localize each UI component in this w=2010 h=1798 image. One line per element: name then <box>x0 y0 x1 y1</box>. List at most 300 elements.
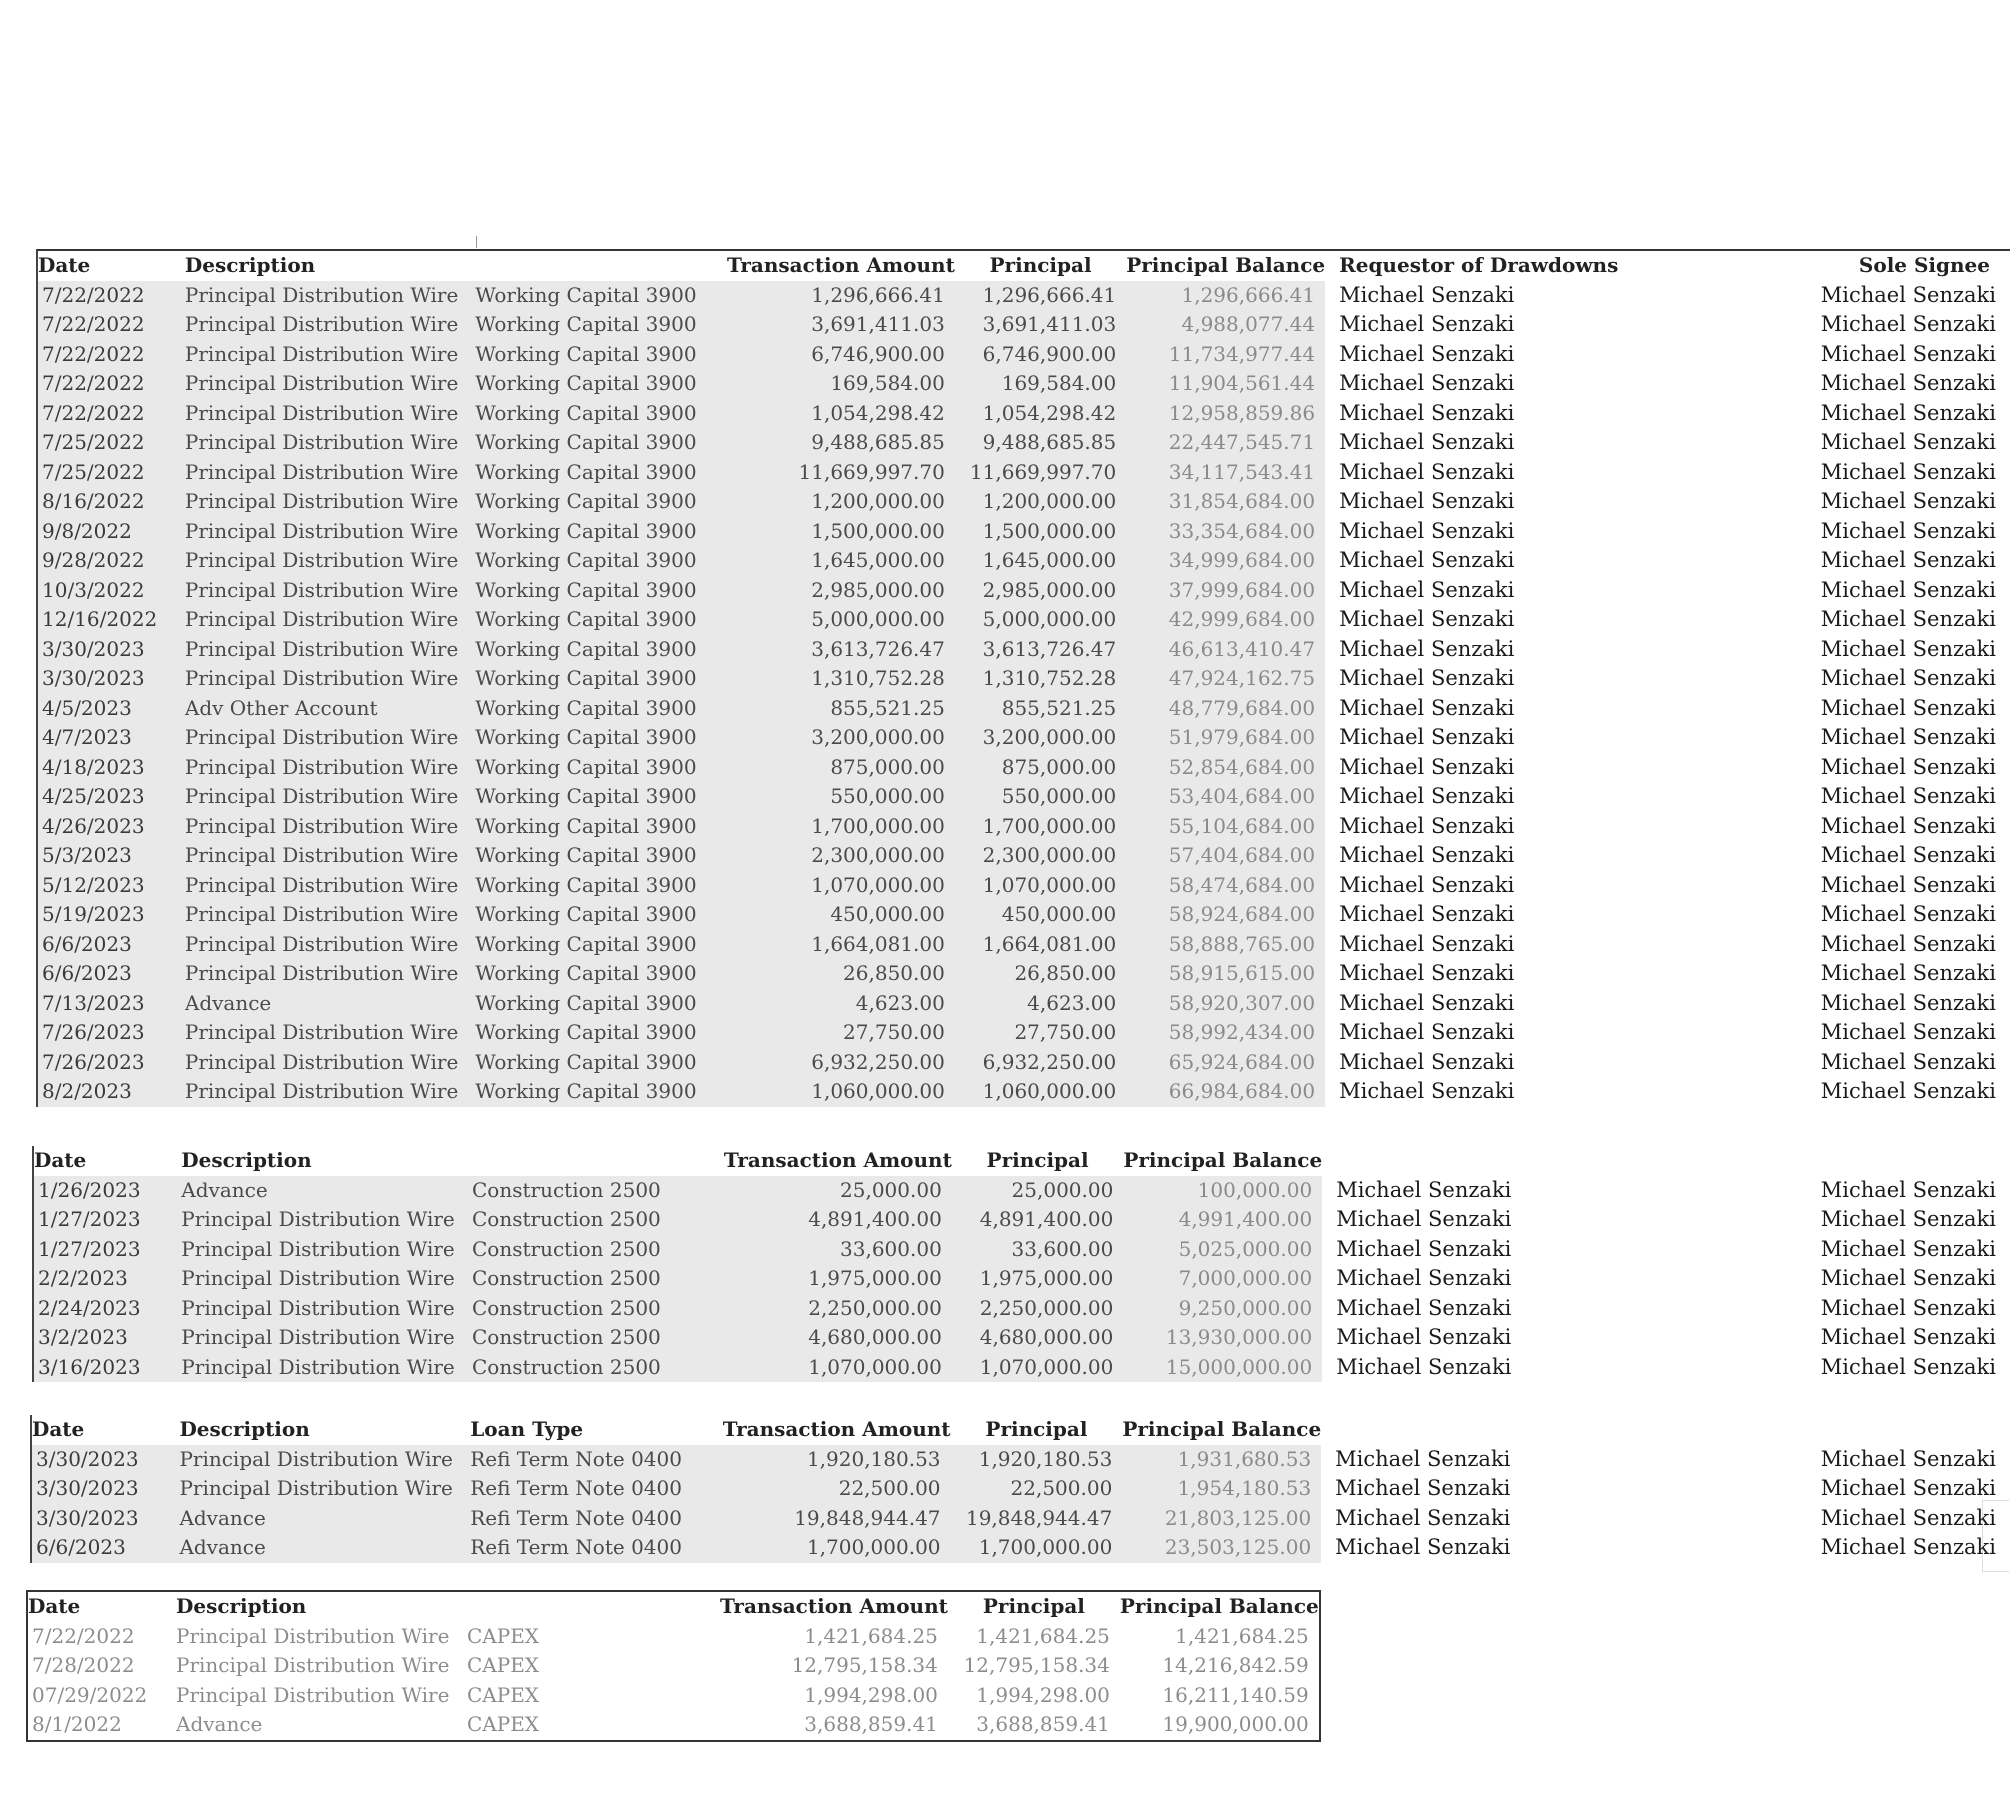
principal-balance-cell: 66,984,684.00 <box>1126 1077 1325 1107</box>
signee-cell: Michael Senzaki <box>1820 843 1996 867</box>
description-header: Description <box>176 1594 307 1618</box>
principal-balance-cell: 48,779,684.00 <box>1126 694 1325 724</box>
transaction-amount-cell: 855,521.25 <box>727 694 955 724</box>
date-cell: 4/7/2023 <box>38 723 185 753</box>
principal-balance-cell: 12,958,859.86 <box>1126 399 1325 429</box>
principal-cell: 1,645,000.00 <box>955 546 1126 576</box>
date-cell: 07/29/2022 <box>28 1681 176 1711</box>
principal-cell: 2,300,000.00 <box>955 841 1126 871</box>
description-cell: Principal Distribution Wire <box>185 517 475 547</box>
loan-type-cell: Working Capital 3900 <box>475 871 727 901</box>
principal-cell: 1,060,000.00 <box>955 1077 1126 1107</box>
requestor-cell: Michael Senzaki <box>1339 725 1515 749</box>
date-cell: 7/22/2022 <box>38 340 185 370</box>
description-cell: Principal Distribution Wire <box>185 959 475 989</box>
date-cell: 12/16/2022 <box>38 605 185 635</box>
date-cell: 7/26/2023 <box>38 1048 185 1078</box>
transaction-amount-cell: 3,688,859.41 <box>720 1710 948 1740</box>
principal-balance-cell: 33,354,684.00 <box>1126 517 1325 547</box>
loan-type-cell: Working Capital 3900 <box>475 546 727 576</box>
signee-cell: Michael Senzaki <box>1820 577 1996 602</box>
principal-balance-cell: 57,404,684.00 <box>1126 841 1325 871</box>
principal-balance-cell: 23,503,125.00 <box>1122 1533 1321 1563</box>
principal-balance-cell: 13,930,000.00 <box>1123 1323 1322 1353</box>
description-cell: Principal Distribution Wire <box>179 1445 470 1475</box>
table-row <box>34 1353 2010 1383</box>
requestor-cell: Michael Senzaki <box>1336 1295 1512 1320</box>
table-row <box>38 753 2010 783</box>
capex-rows <box>28 1622 1319 1740</box>
loan-type-cell: Working Capital 3900 <box>475 399 727 429</box>
principal-balance-header: Principal Balance <box>1122 1417 1322 1441</box>
signee-cell: Michael Senzaki <box>1820 754 1996 779</box>
principal-cell: 875,000.00 <box>955 753 1126 783</box>
requestor-cell: Michael Senzaki <box>1339 400 1515 425</box>
description-cell: Principal Distribution Wire <box>185 576 475 606</box>
table-row <box>38 281 2010 311</box>
table-row <box>38 664 2010 694</box>
description-cell: Advance <box>185 989 475 1019</box>
table-row <box>34 1235 2010 1265</box>
date-cell: 3/30/2023 <box>38 664 185 694</box>
table-row <box>38 930 2010 960</box>
date-cell: 7/22/2022 <box>38 310 185 340</box>
signee-cell: Michael Senzaki <box>1820 636 1996 661</box>
table-header-row <box>28 1592 1319 1622</box>
description-cell: Adv Other Account <box>185 694 475 724</box>
table-row <box>38 782 2010 812</box>
signee-cell: Michael Senzaki <box>1820 961 1996 985</box>
description-cell: Principal Distribution Wire <box>185 546 475 576</box>
transaction-amount-cell: 2,300,000.00 <box>727 841 955 871</box>
requestor-cell: Michael Senzaki <box>1339 695 1515 720</box>
loan-type-cell: Working Capital 3900 <box>475 959 727 989</box>
principal-balance-cell: 16,211,140.59 <box>1120 1681 1319 1711</box>
loan-type-cell: Working Capital 3900 <box>475 1048 727 1078</box>
loan-type-cell: Refi Term Note 0400 <box>470 1445 722 1475</box>
table-row <box>38 369 2010 399</box>
requestor-cell: Michael Senzaki <box>1339 1049 1515 1074</box>
principal-balance-cell: 7,000,000.00 <box>1123 1264 1322 1294</box>
principal-balance-cell: 58,924,684.00 <box>1126 900 1325 930</box>
principal-balance-cell: 22,447,545.71 <box>1126 428 1325 458</box>
table-row <box>38 900 2010 930</box>
requestor-cell: Michael Senzaki <box>1339 1020 1515 1044</box>
description-cell: Principal Distribution Wire <box>181 1323 472 1353</box>
date-cell: 4/26/2023 <box>38 812 185 842</box>
principal-cell: 1,700,000.00 <box>951 1533 1123 1563</box>
table-header-row <box>38 251 2010 281</box>
date-cell: 1/27/2023 <box>34 1235 181 1265</box>
loan-type-cell: Construction 2500 <box>472 1323 724 1353</box>
principal-cell: 33,600.00 <box>952 1235 1124 1265</box>
principal-header: Principal <box>982 1594 1085 1618</box>
capex-table <box>28 1592 1319 1740</box>
description-cell: Principal Distribution Wire <box>185 812 475 842</box>
transaction-amount-header: Transaction Amount <box>722 1417 951 1441</box>
construction-table <box>34 1146 2010 1382</box>
transaction-amount-header: Transaction Amount <box>726 253 955 277</box>
loan-type-cell: Working Capital 3900 <box>475 576 727 606</box>
principal-cell: 12,795,158.34 <box>948 1651 1120 1681</box>
date-cell: 9/28/2022 <box>38 546 185 576</box>
requestor-cell: Michael Senzaki <box>1339 784 1515 808</box>
date-cell: 3/2/2023 <box>34 1323 181 1353</box>
refi-term-note-rows <box>32 1445 2010 1563</box>
transaction-amount-cell: 12,795,158.34 <box>720 1651 948 1681</box>
table-row <box>38 871 2010 901</box>
transaction-amount-header: Transaction Amount <box>720 1594 948 1618</box>
principal-cell: 4,680,000.00 <box>952 1323 1124 1353</box>
requestor-cell: Michael Senzaki <box>1336 1207 1512 1231</box>
principal-balance-cell: 11,904,561.44 <box>1126 369 1325 399</box>
description-cell: Principal Distribution Wire <box>181 1235 472 1265</box>
date-cell: 1/26/2023 <box>34 1176 181 1206</box>
description-cell: Principal Distribution Wire <box>185 930 475 960</box>
date-cell: 7/28/2022 <box>28 1651 176 1681</box>
working-capital-rows <box>38 281 2010 1107</box>
requestor-cell: Michael Senzaki <box>1339 961 1515 985</box>
principal-cell: 1,664,081.00 <box>955 930 1126 960</box>
signee-cell: Michael Senzaki <box>1820 872 1996 897</box>
principal-balance-cell: 9,250,000.00 <box>1123 1294 1322 1324</box>
principal-cell: 169,584.00 <box>955 369 1126 399</box>
loan-type-cell: Working Capital 3900 <box>475 458 727 488</box>
transaction-amount-cell: 1,070,000.00 <box>724 1353 952 1383</box>
principal-balance-cell: 100,000.00 <box>1123 1176 1322 1206</box>
date-cell: 10/3/2022 <box>38 576 185 606</box>
transaction-amount-cell: 1,994,298.00 <box>720 1681 948 1711</box>
description-cell: Advance <box>179 1533 470 1563</box>
transaction-amount-cell: 1,310,752.28 <box>727 664 955 694</box>
requestor-cell: Michael Senzaki <box>1336 1266 1512 1290</box>
description-cell: Principal Distribution Wire <box>185 1048 475 1078</box>
principal-balance-header: Principal Balance <box>1119 1594 1319 1618</box>
requestor-cell: Michael Senzaki <box>1339 371 1515 395</box>
signee-cell: Michael Senzaki <box>1820 1295 1996 1320</box>
principal-cell: 2,250,000.00 <box>952 1294 1124 1324</box>
principal-cell: 1,310,752.28 <box>955 664 1126 694</box>
loan-type-cell: Construction 2500 <box>472 1294 724 1324</box>
description-cell: Principal Distribution Wire <box>185 428 475 458</box>
loan-type-cell: Working Capital 3900 <box>475 605 727 635</box>
description-cell: Principal Distribution Wire <box>185 841 475 871</box>
principal-balance-cell: 34,999,684.00 <box>1126 546 1325 576</box>
principal-balance-cell: 21,803,125.00 <box>1122 1504 1321 1534</box>
description-cell: Principal Distribution Wire <box>176 1622 467 1652</box>
principal-balance-cell: 46,613,410.47 <box>1126 635 1325 665</box>
principal-balance-cell: 34,117,543.41 <box>1126 458 1325 488</box>
signee-header: Sole Signee <box>1858 253 1990 277</box>
description-cell: Principal Distribution Wire <box>185 310 475 340</box>
signee-cell: Michael Senzaki <box>1820 1207 1996 1231</box>
date-header: Date <box>34 1148 87 1172</box>
loan-type-cell: CAPEX <box>467 1681 720 1711</box>
date-cell: 7/25/2022 <box>38 428 185 458</box>
description-cell: Principal Distribution Wire <box>179 1474 470 1504</box>
signee-cell: Michael Senzaki <box>1820 371 1996 395</box>
signee-cell: Michael Senzaki <box>1820 902 1996 926</box>
loan-type-cell: CAPEX <box>467 1622 720 1652</box>
principal-cell: 450,000.00 <box>955 900 1126 930</box>
principal-balance-header: Principal Balance <box>1123 1148 1323 1172</box>
description-cell: Principal Distribution Wire <box>176 1681 467 1711</box>
loan-type-cell: Working Capital 3900 <box>475 930 727 960</box>
signee-cell: Michael Senzaki <box>1820 400 1996 425</box>
principal-cell: 9,488,685.85 <box>955 428 1126 458</box>
working-capital-table <box>38 251 2010 1107</box>
signee-cell: Michael Senzaki <box>1820 1354 1996 1379</box>
scan-tick-mark <box>476 236 477 248</box>
construction-section <box>32 1146 2010 1382</box>
date-cell: 9/8/2022 <box>38 517 185 547</box>
table-row <box>38 310 2010 340</box>
principal-balance-cell: 58,888,765.00 <box>1126 930 1325 960</box>
description-cell: Principal Distribution Wire <box>185 399 475 429</box>
requestor-cell: Michael Senzaki <box>1336 1236 1512 1261</box>
date-cell: 8/1/2022 <box>28 1710 176 1740</box>
signee-cell: Michael Senzaki <box>1820 1020 1996 1044</box>
requestor-cell: Michael Senzaki <box>1339 813 1515 838</box>
requestor-cell: Michael Senzaki <box>1335 1476 1511 1500</box>
requestor-cell: Michael Senzaki <box>1339 990 1515 1015</box>
table-row <box>38 605 2010 635</box>
loan-type-cell: Working Capital 3900 <box>475 310 727 340</box>
signee-cell: Michael Senzaki <box>1820 1177 1996 1202</box>
loan-type-cell: Working Capital 3900 <box>475 989 727 1019</box>
table-row <box>38 399 2010 429</box>
date-cell: 5/12/2023 <box>38 871 185 901</box>
loan-type-cell: Construction 2500 <box>472 1264 724 1294</box>
description-cell: Advance <box>179 1504 470 1534</box>
transaction-amount-cell: 9,488,685.85 <box>727 428 955 458</box>
loan-type-cell: Working Capital 3900 <box>475 517 727 547</box>
transaction-amount-cell: 26,850.00 <box>727 959 955 989</box>
principal-balance-cell: 1,296,666.41 <box>1126 281 1325 311</box>
principal-cell: 4,891,400.00 <box>952 1205 1124 1235</box>
signee-cell: Michael Senzaki <box>1820 666 1996 690</box>
transaction-amount-cell: 450,000.00 <box>727 900 955 930</box>
refi-term-note-table <box>32 1415 2010 1563</box>
table-row <box>38 546 2010 576</box>
loan-type-cell: Working Capital 3900 <box>475 664 727 694</box>
transaction-amount-cell: 1,421,684.25 <box>720 1622 948 1652</box>
principal-balance-cell: 47,924,162.75 <box>1126 664 1325 694</box>
requestor-cell: Michael Senzaki <box>1335 1446 1511 1471</box>
loan-type-cell: Working Capital 3900 <box>475 753 727 783</box>
requestor-cell: Michael Senzaki <box>1339 607 1515 631</box>
principal-balance-cell: 58,992,434.00 <box>1126 1018 1325 1048</box>
date-cell: 3/30/2023 <box>32 1504 179 1534</box>
date-cell: 7/13/2023 <box>38 989 185 1019</box>
principal-balance-cell: 5,025,000.00 <box>1123 1235 1322 1265</box>
description-cell: Principal Distribution Wire <box>185 340 475 370</box>
signee-cell: Michael Senzaki <box>1820 282 1996 307</box>
transaction-amount-cell: 1,645,000.00 <box>727 546 955 576</box>
transaction-amount-cell: 1,920,180.53 <box>723 1445 951 1475</box>
signee-cell: Michael Senzaki <box>1820 489 1996 513</box>
principal-cell: 5,000,000.00 <box>955 605 1126 635</box>
date-cell: 7/25/2022 <box>38 458 185 488</box>
requestor-cell: Michael Senzaki <box>1339 754 1515 779</box>
date-cell: 4/25/2023 <box>38 782 185 812</box>
description-cell: Advance <box>176 1710 467 1740</box>
loan-type-cell: Refi Term Note 0400 <box>470 1504 722 1534</box>
principal-cell: 1,296,666.41 <box>955 281 1126 311</box>
principal-cell: 550,000.00 <box>955 782 1126 812</box>
signee-cell: Michael Senzaki <box>1820 990 1996 1015</box>
table-row <box>38 458 2010 488</box>
transaction-amount-cell: 11,669,997.70 <box>727 458 955 488</box>
signee-cell: Michael Senzaki <box>1820 1505 1996 1530</box>
table-row <box>38 694 2010 724</box>
principal-cell: 22,500.00 <box>951 1474 1123 1504</box>
principal-cell: 6,746,900.00 <box>955 340 1126 370</box>
date-header: Date <box>32 1417 85 1441</box>
loan-type-cell: Working Capital 3900 <box>475 428 727 458</box>
loan-type-cell: Refi Term Note 0400 <box>470 1474 722 1504</box>
loan-type-cell: Working Capital 3900 <box>475 1077 727 1107</box>
transaction-amount-cell: 3,691,411.03 <box>727 310 955 340</box>
principal-balance-cell: 42,999,684.00 <box>1126 605 1325 635</box>
description-cell: Principal Distribution Wire <box>181 1264 472 1294</box>
table-row <box>38 812 2010 842</box>
principal-cell: 25,000.00 <box>952 1176 1124 1206</box>
date-cell: 7/26/2023 <box>38 1018 185 1048</box>
principal-cell: 1,421,684.25 <box>948 1622 1120 1652</box>
loan-type-cell: Construction 2500 <box>472 1353 724 1383</box>
table-header-row <box>34 1146 2010 1176</box>
capex-section <box>26 1590 1321 1742</box>
transaction-amount-cell: 19,848,944.47 <box>723 1504 951 1534</box>
date-cell: 4/5/2023 <box>38 694 185 724</box>
date-cell: 5/19/2023 <box>38 900 185 930</box>
principal-cell: 3,691,411.03 <box>955 310 1126 340</box>
date-cell: 3/30/2023 <box>32 1474 179 1504</box>
date-cell: 5/3/2023 <box>38 841 185 871</box>
transaction-amount-cell: 4,680,000.00 <box>724 1323 952 1353</box>
table-header-row <box>32 1415 2010 1445</box>
requestor-cell: Michael Senzaki <box>1336 1325 1512 1349</box>
table-row <box>38 635 2010 665</box>
date-cell: 8/2/2023 <box>38 1077 185 1107</box>
principal-balance-cell: 1,931,680.53 <box>1122 1445 1321 1475</box>
principal-cell: 1,920,180.53 <box>951 1445 1123 1475</box>
principal-balance-cell: 52,854,684.00 <box>1126 753 1325 783</box>
signee-cell: Michael Senzaki <box>1820 1049 1996 1074</box>
transaction-amount-cell: 1,296,666.41 <box>727 281 955 311</box>
transaction-amount-cell: 27,750.00 <box>727 1018 955 1048</box>
principal-balance-cell: 55,104,684.00 <box>1126 812 1325 842</box>
signee-cell: Michael Senzaki <box>1820 1535 1996 1559</box>
requestor-cell: Michael Senzaki <box>1339 902 1515 926</box>
signee-cell: Michael Senzaki <box>1820 341 1996 366</box>
transaction-amount-cell: 6,932,250.00 <box>727 1048 955 1078</box>
principal-cell: 1,700,000.00 <box>955 812 1126 842</box>
transaction-amount-cell: 1,200,000.00 <box>727 487 955 517</box>
transaction-amount-cell: 1,975,000.00 <box>724 1264 952 1294</box>
requestor-cell: Michael Senzaki <box>1339 636 1515 661</box>
signee-cell: Michael Senzaki <box>1820 931 1996 956</box>
transaction-amount-cell: 33,600.00 <box>724 1235 952 1265</box>
signee-cell: Michael Senzaki <box>1820 784 1996 808</box>
principal-header: Principal <box>986 1148 1089 1172</box>
principal-balance-cell: 31,854,684.00 <box>1126 487 1325 517</box>
requestor-cell: Michael Senzaki <box>1339 872 1515 897</box>
transaction-amount-cell: 1,500,000.00 <box>727 517 955 547</box>
working-capital-section <box>36 249 2010 1107</box>
transaction-amount-cell: 2,250,000.00 <box>724 1294 952 1324</box>
table-row <box>28 1681 1319 1711</box>
table-row <box>32 1504 2010 1534</box>
signee-cell: Michael Senzaki <box>1820 518 1996 543</box>
loan-type-cell: Working Capital 3900 <box>475 900 727 930</box>
date-cell: 6/6/2023 <box>38 959 185 989</box>
transaction-amount-header: Transaction Amount <box>723 1148 952 1172</box>
description-cell: Principal Distribution Wire <box>181 1353 472 1383</box>
date-cell: 7/22/2022 <box>38 369 185 399</box>
principal-cell: 1,054,298.42 <box>955 399 1126 429</box>
date-cell: 8/16/2022 <box>38 487 185 517</box>
table-row <box>38 576 2010 606</box>
principal-balance-cell: 15,000,000.00 <box>1123 1353 1322 1383</box>
requestor-cell: Michael Senzaki <box>1339 518 1515 543</box>
description-cell: Principal Distribution Wire <box>181 1294 472 1324</box>
table-row <box>34 1323 2010 1353</box>
principal-cell: 1,994,298.00 <box>948 1681 1120 1711</box>
table-row <box>38 1048 2010 1078</box>
requestor-cell: Michael Senzaki <box>1339 489 1515 513</box>
loan-type-cell: Refi Term Note 0400 <box>470 1533 722 1563</box>
requestor-cell: Michael Senzaki <box>1339 666 1515 690</box>
principal-balance-cell: 14,216,842.59 <box>1120 1651 1319 1681</box>
principal-cell: 1,975,000.00 <box>952 1264 1124 1294</box>
loan-type-cell: Working Capital 3900 <box>475 369 727 399</box>
requestor-cell: Michael Senzaki <box>1335 1505 1511 1530</box>
transaction-amount-cell: 1,700,000.00 <box>723 1533 951 1563</box>
signee-cell: Michael Senzaki <box>1820 725 1996 749</box>
description-cell: Principal Distribution Wire <box>185 635 475 665</box>
principal-balance-cell: 65,924,684.00 <box>1126 1048 1325 1078</box>
transaction-amount-cell: 875,000.00 <box>727 753 955 783</box>
table-row <box>28 1651 1319 1681</box>
principal-balance-cell: 19,900,000.00 <box>1120 1710 1319 1740</box>
principal-cell: 11,669,997.70 <box>955 458 1126 488</box>
date-header: Date <box>38 253 91 277</box>
date-cell: 7/22/2022 <box>38 281 185 311</box>
signee-cell: Michael Senzaki <box>1820 312 1996 336</box>
loan-type-cell: Working Capital 3900 <box>475 782 727 812</box>
requestor-cell: Michael Senzaki <box>1339 459 1515 484</box>
date-cell: 2/24/2023 <box>34 1294 181 1324</box>
transaction-amount-cell: 6,746,900.00 <box>727 340 955 370</box>
loan-type-cell: Working Capital 3900 <box>475 487 727 517</box>
principal-balance-cell: 51,979,684.00 <box>1126 723 1325 753</box>
description-header: Description <box>181 1148 312 1172</box>
transaction-amount-cell: 550,000.00 <box>727 782 955 812</box>
principal-header: Principal <box>985 1417 1088 1441</box>
principal-cell: 27,750.00 <box>955 1018 1126 1048</box>
principal-cell: 26,850.00 <box>955 959 1126 989</box>
requestor-cell: Michael Senzaki <box>1339 312 1515 336</box>
table-row <box>32 1533 2010 1563</box>
description-cell: Principal Distribution Wire <box>185 782 475 812</box>
principal-cell: 2,985,000.00 <box>955 576 1126 606</box>
description-cell: Principal Distribution Wire <box>185 487 475 517</box>
transaction-amount-cell: 1,060,000.00 <box>727 1077 955 1107</box>
loan-type-cell: Working Capital 3900 <box>475 281 727 311</box>
transaction-amount-cell: 4,623.00 <box>727 989 955 1019</box>
